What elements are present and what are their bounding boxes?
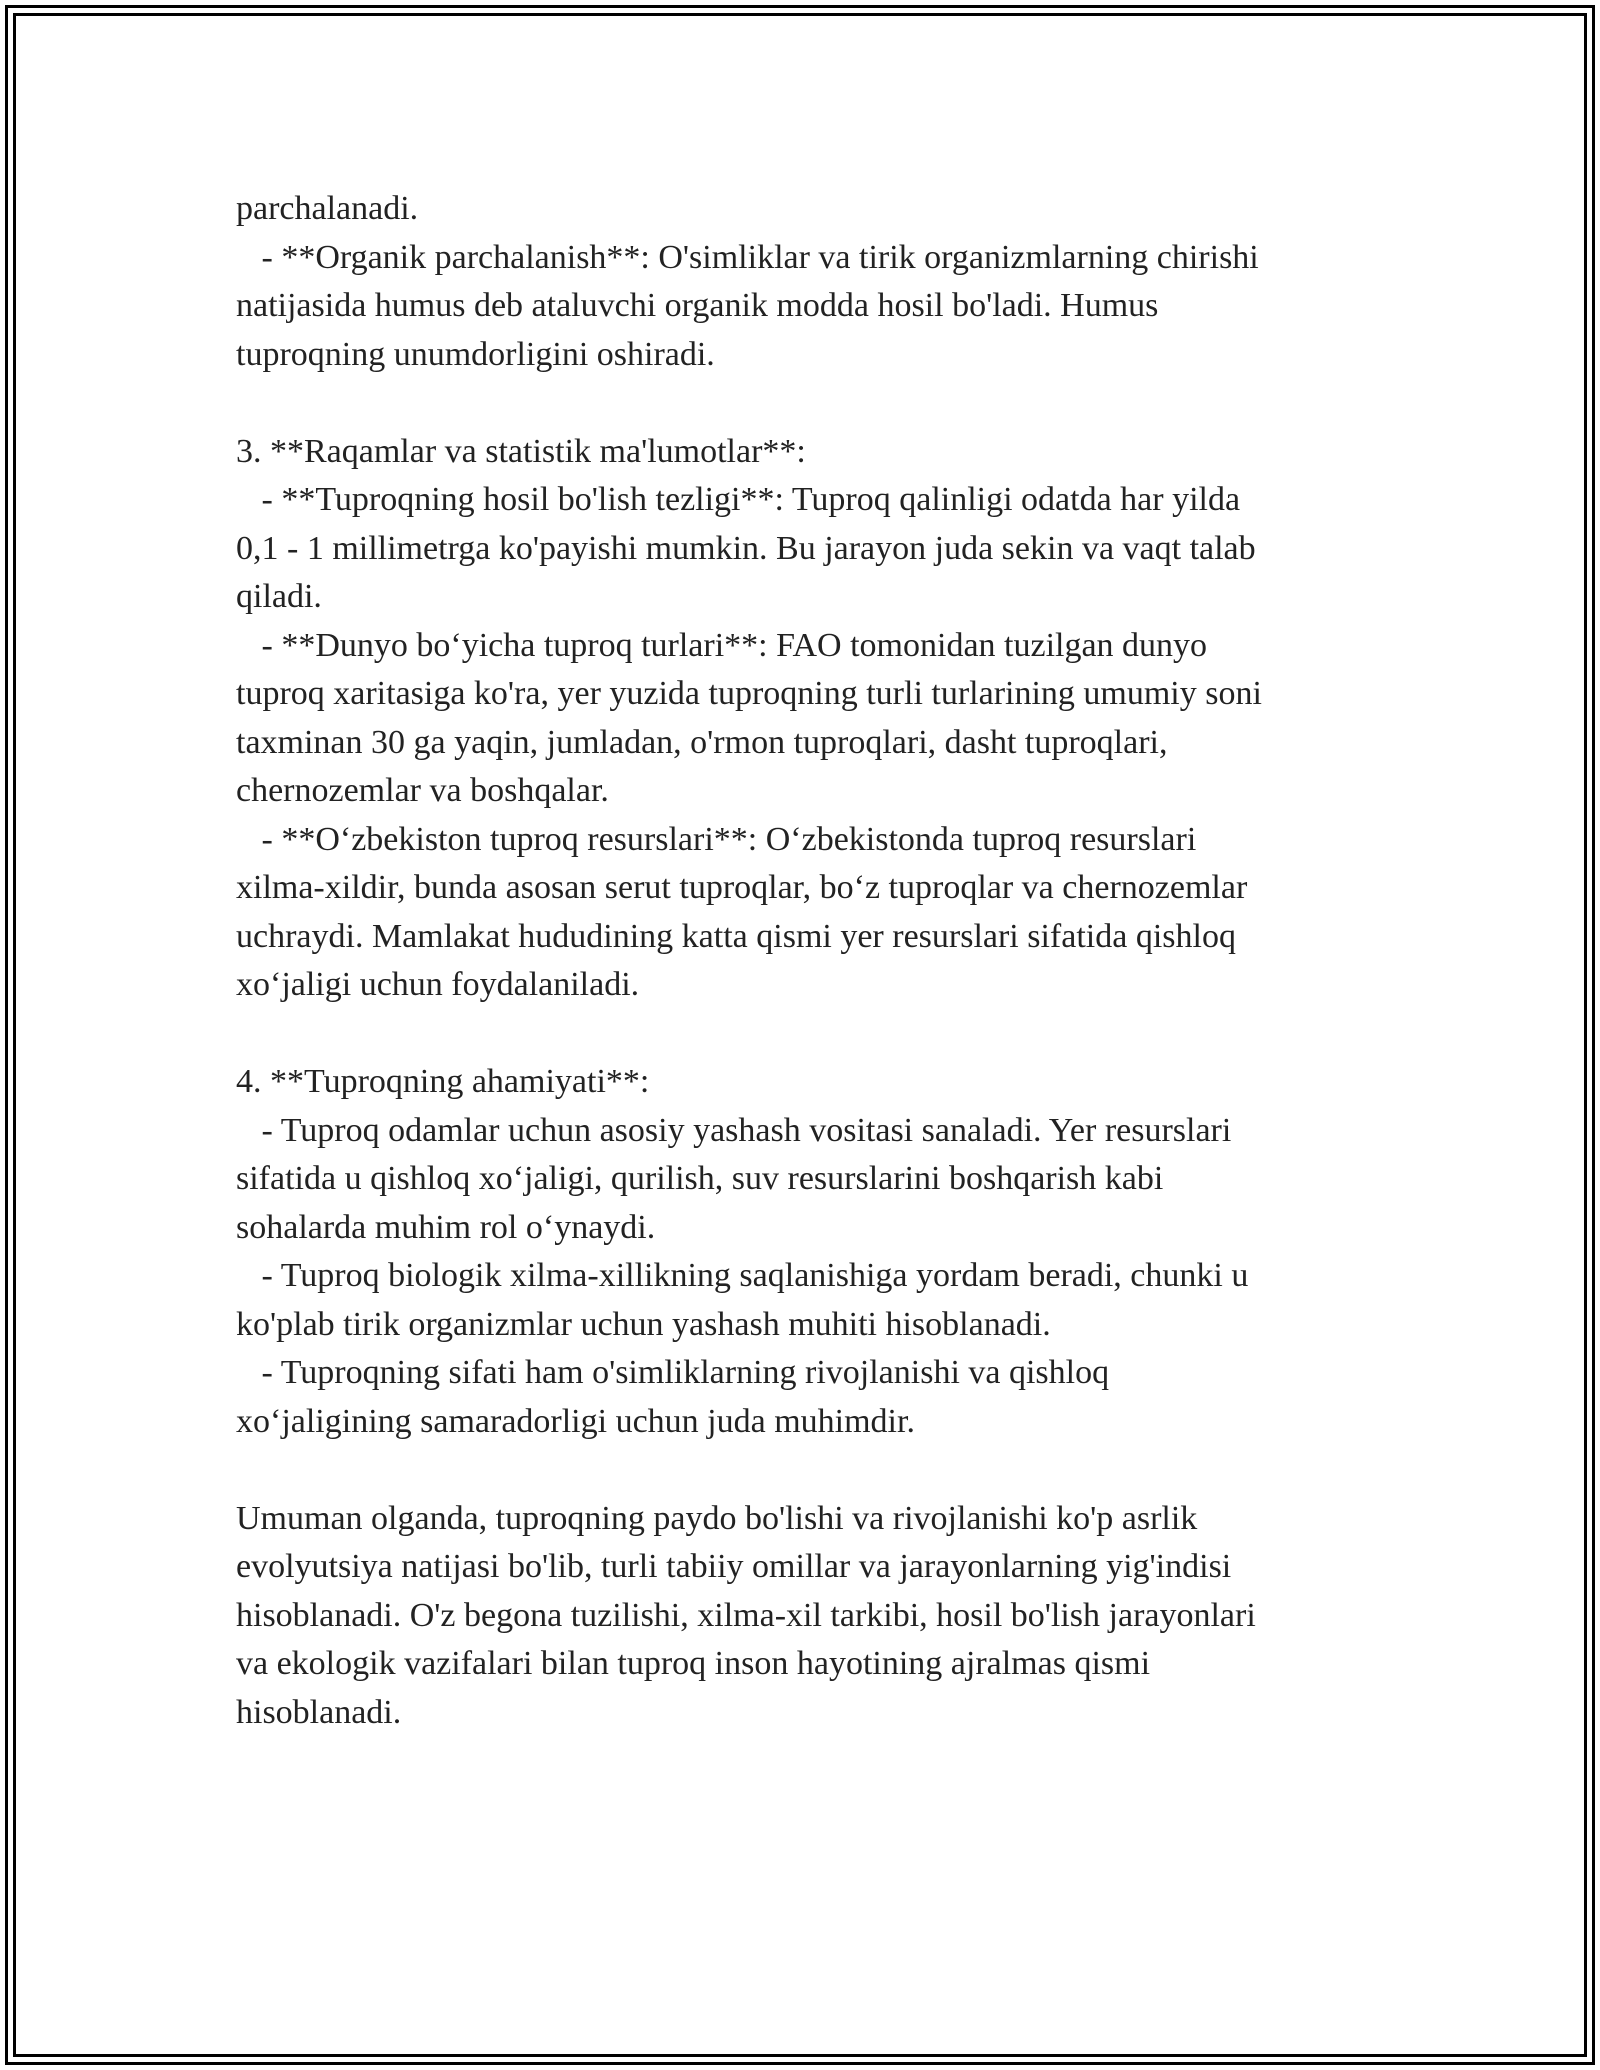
text-line: xo‘jaligining samaradorligi uchun juda muhimdir.	[236, 1402, 915, 1440]
text-line: xo‘jaligi uchun foydalaniladi.	[236, 966, 640, 1003]
text-line: - Tuproq biologik xilma-xillikning saqlanishiga yordam beradi, chunki u	[236, 1257, 1249, 1294]
text-line: tuproqning unumdorligini oshiradi.	[236, 335, 715, 373]
text-line: - Tuproqning sifati ham o'simliklarning rivojlanishi va qishloq	[236, 1354, 1110, 1391]
text-line: qiladi.	[236, 578, 322, 615]
text-line: Umuman olganda, tuproqning paydo bo'lishi va rivojlanishi ko'p asrlik	[236, 1499, 1198, 1537]
text-line: sifatida u qishloq xo‘jaligi, qurilish, suv resurslarini boshqarish kabi	[236, 1160, 1164, 1197]
text-line: - **Organik parchalanish**: O'simliklar va tirik organizmlarning chirishi	[236, 238, 1259, 276]
text-line: - **Tuproqning hosil bo'lish tezligi**: Tuproq qalinligi odatda har yilda	[236, 481, 1241, 518]
paragraph-gap	[236, 1010, 1376, 1059]
section-heading: 4. **Tuproqning ahamiyati**:	[236, 1063, 650, 1100]
text-line: ko'plab tirik organizmlar uchun yashash muhiti hisoblanadi.	[236, 1305, 1051, 1343]
text-line: chernozemlar va boshqalar.	[236, 772, 609, 809]
paragraph-gap	[236, 379, 1376, 428]
text-line: parchalanadi.	[236, 190, 419, 227]
text-line: va ekologik vazifalari bilan tuproq inson hayotining ajralmas qismi	[236, 1645, 1151, 1682]
text-line: - **Dunyo bo‘yicha tuproq turlari**: FAO tomonidan tuzilgan dunyo	[236, 626, 1208, 664]
text-line: uchraydi. Mamlakat hududining katta qismi yer resurslari sifatida qishloq	[236, 917, 1236, 955]
section-heading: 3. **Raqamlar va statistik ma'lumotlar**:	[236, 432, 806, 470]
text-line: hisoblanadi. O'z begona tuzilishi, xilma-xil tarkibi, hosil bo'lish jarayonlari	[236, 1596, 1256, 1634]
text-line: taxminan 30 ga yaqin, jumladan, o'rmon tuproqlari, dasht tuproqlari,	[236, 723, 1168, 761]
document-body	[236, 185, 1376, 1737]
text-line: sohalarda muhim rol o‘ynaydi.	[236, 1208, 656, 1246]
text-line: xilma-xildir, bunda asosan serut tuproqlar, bo‘z tuproqlar va chernozemlar	[236, 869, 1248, 906]
text-line: hisoblanadi.	[236, 1693, 402, 1731]
text-line: tuproq xaritasiga ko'ra, yer yuzida tuproqning turli turlarining umumiy soni	[236, 675, 1262, 712]
text-line: - Tuproq odamlar uchun asosiy yashash vositasi sanaladi. Yer resurslari	[236, 1111, 1232, 1149]
paragraph-gap	[236, 1446, 1376, 1495]
text-line: - **O‘zbekiston tuproq resurslari**: O‘zbekistonda tuproq resurslari	[236, 820, 1197, 858]
text-line: evolyutsiya natijasi bo'lib, turli tabiiy omillar va jarayonlarning yig'indisi	[236, 1548, 1232, 1585]
text-line: natijasida humus deb ataluvchi organik modda hosil bo'ladi. Humus	[236, 287, 1159, 324]
text-line: 0,1 - 1 millimetrga ko'payishi mumkin. Bu jarayon juda sekin va vaqt talab	[236, 529, 1256, 567]
